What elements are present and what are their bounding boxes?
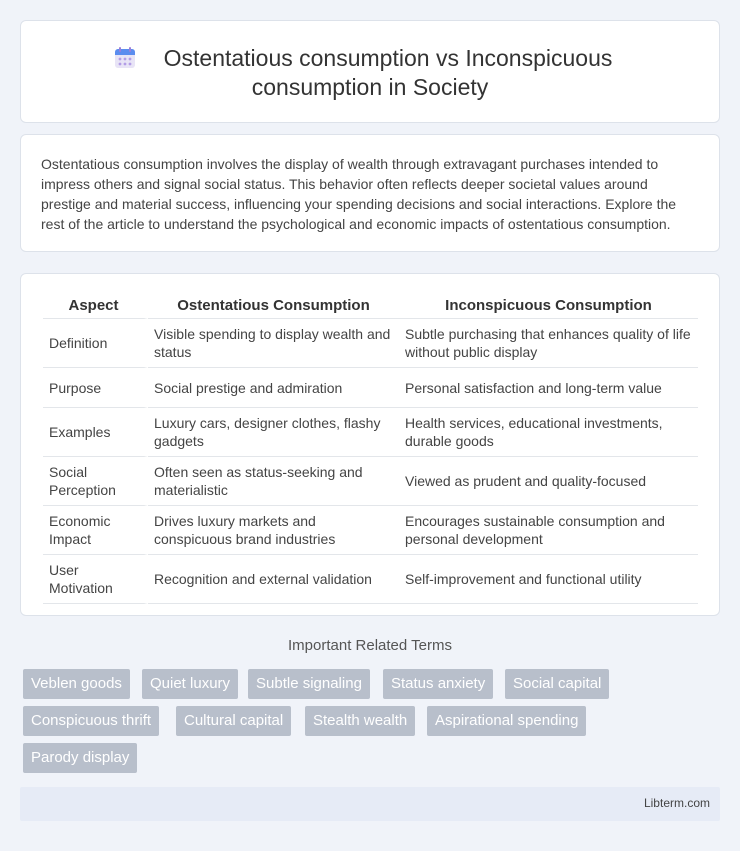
tag-status-anxiety[interactable]: Status anxiety: [383, 669, 493, 699]
cell-ostentatious: Drives luxury markets and conspicuous brand industries: [148, 506, 399, 555]
page-title: [21, 44, 719, 102]
footer: [20, 787, 720, 821]
tag-cultural-capital[interactable]: Cultural capital: [176, 706, 291, 736]
header-ostentatious: Ostentatious Consumption: [148, 292, 399, 319]
intro-card: [20, 134, 720, 252]
cell-ostentatious: Social prestige and admiration: [148, 368, 399, 408]
tag-social-capital[interactable]: Social capital: [505, 669, 609, 699]
title-line-1: Ostentatious consumption vs Inconspicuous: [163, 45, 613, 71]
table-row: [43, 506, 698, 555]
table-row: [43, 555, 698, 604]
cell-inconspicuous: Health services, educational investments, durable goods: [399, 408, 698, 457]
cell-inconspicuous: Subtle purchasing that enhances quality of life without public display: [399, 319, 698, 368]
cell-aspect: Purpose: [43, 368, 148, 408]
footer-site-link[interactable]: Libterm.com: [643, 796, 710, 810]
tag-veblen-goods[interactable]: Veblen goods: [23, 669, 130, 699]
header-card: [20, 20, 720, 123]
cell-aspect: Economic Impact: [43, 506, 148, 555]
tag-conspicuous-thrift[interactable]: Conspicuous thrift: [23, 706, 159, 736]
tag-aspirational-spending[interactable]: Aspirational spending: [427, 706, 586, 736]
cell-aspect: Examples: [43, 408, 148, 457]
table-row: [43, 408, 698, 457]
tag-subtle-signaling[interactable]: Subtle signaling: [248, 669, 370, 699]
related-terms-title: Important Related Terms: [288, 637, 452, 654]
cell-inconspicuous: Viewed as prudent and quality-focused: [399, 457, 698, 506]
cell-ostentatious: Luxury cars, designer clothes, flashy gadgets: [148, 408, 399, 457]
tag-parody-display[interactable]: Parody display: [23, 743, 137, 773]
cell-aspect: User Motivation: [43, 555, 148, 604]
header-aspect: Aspect: [43, 292, 148, 319]
tag-stealth-wealth[interactable]: Stealth wealth: [305, 706, 415, 736]
comparison-table-card: [20, 273, 720, 616]
cell-inconspicuous: Self-improvement and functional utility: [399, 555, 698, 604]
cell-ostentatious: Recognition and external validation: [148, 555, 399, 604]
comparison-table: [43, 292, 698, 604]
tag-quiet-luxury[interactable]: Quiet luxury: [142, 669, 238, 699]
cell-ostentatious: Visible spending to display wealth and status: [148, 319, 399, 368]
intro-text: Ostentatious consumption involves the display of wealth through extravagant purchases intended to impress others and signal social status. This behavior often reflects deeper societal values around prestige and material success, influencing your spending decisions and social interactions. Explore the rest of the article to understand the psychological and economic impacts of ostentatious consumption.: [41, 156, 677, 232]
table-row: [43, 319, 698, 368]
header-inconspicuous: Inconspicuous Consumption: [399, 292, 698, 319]
cell-inconspicuous: Personal satisfaction and long-term value: [399, 368, 698, 408]
table-row: [43, 368, 698, 408]
title-line-2: consumption in Society: [251, 74, 489, 100]
table-row: [43, 457, 698, 506]
cell-inconspicuous: Encourages sustainable consumption and personal development: [399, 506, 698, 555]
cell-aspect: Social Perception: [43, 457, 148, 506]
cell-aspect: Definition: [43, 319, 148, 368]
cell-ostentatious: Often seen as status-seeking and materialistic: [148, 457, 399, 506]
